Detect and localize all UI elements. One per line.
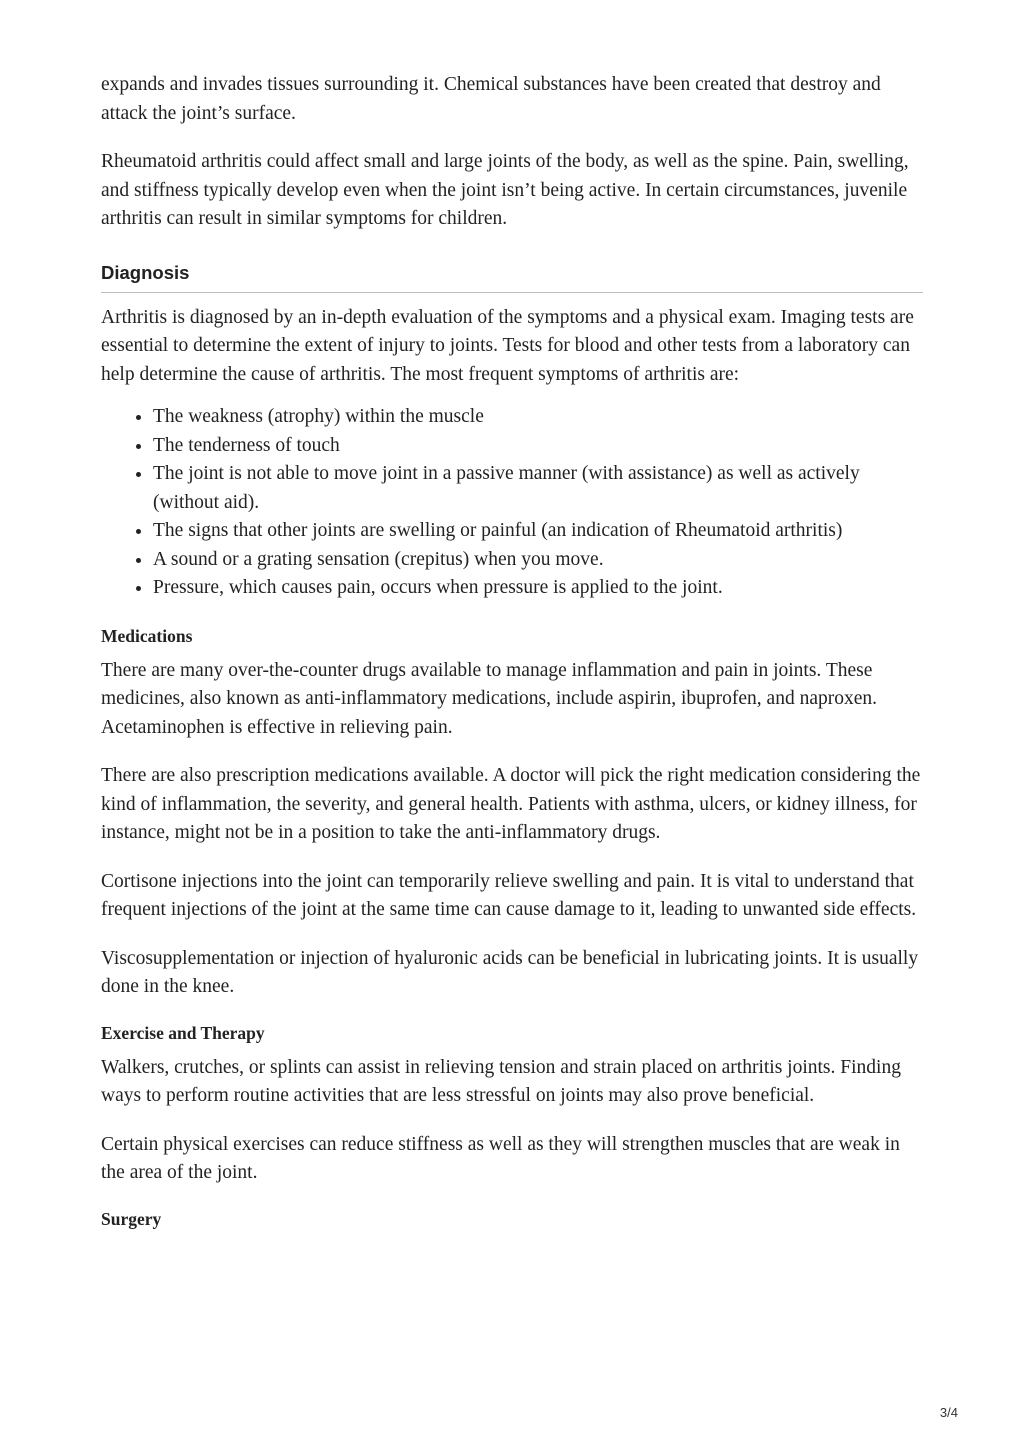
exercise-paragraph-2: Certain physical exercises can reduce stiffness as well as they will strengthen muscles that are weak in the area of the joint. (101, 1133, 900, 1183)
medications-paragraph-2: There are also prescription medications available. A doctor will pick the right medication considering the kind of inflammation, the severity, and general health. Patients with asthma, ulcers, or kidney illness, for instance, might not be in a position to take the anti-inflammatory drugs. (101, 765, 921, 843)
list-item: • The signs that other joints are swelling or painful (an indication of Rheumatoid arthritis) (153, 517, 923, 546)
symptoms-list (101, 403, 923, 603)
intro-paragraph-2: Rheumatoid arthritis could affect small and large joints of the body, as well as the spine. Pain, swelling, and stiffness typically develop even when the joint isn’t being active. In certain circumstances, juvenile arthritis can result in similar symptoms for children. (101, 151, 909, 229)
medications-heading: Medications (101, 625, 193, 646)
page-number: 3/4 (939, 1405, 958, 1420)
exercise-heading: Exercise and Therapy (101, 1022, 265, 1043)
exercise-paragraph-1: Walkers, crutches, or splints can assist in relieving tension and strain placed on arthritis joints. Finding ways to perform routine activities that are less stressful on joints may also prove beneficial. (101, 1056, 901, 1106)
list-item: • Pressure, which causes pain, occurs when pressure is applied to the joint. (153, 574, 923, 603)
diagnosis-heading: Diagnosis (101, 262, 923, 293)
medications-paragraph-4: Viscosupplementation or injection of hyaluronic acids can be beneficial in lubricating joints. It is usually done in the knee. (101, 947, 919, 997)
medications-paragraph-1: There are many over-the-counter drugs available to manage inflammation and pain in joints. These medicines, also known as anti-inflammatory medications, include aspirin, ibuprofen, and naproxen. Acetaminophen is effective in relieving pain. (101, 659, 878, 738)
list-item: • The joint is not able to move joint in a passive manner (with assistance) as well as actively (without aid). (153, 460, 923, 517)
document-page (101, 71, 923, 1240)
list-item: • A sound or a grating sensation (crepitus) when you move. (153, 546, 923, 575)
surgery-heading: Surgery (101, 1208, 162, 1229)
list-item: • The weakness (atrophy) within the muscle (153, 403, 923, 432)
medications-paragraph-3: Cortisone injections into the joint can temporarily relieve swelling and pain. It is vital to understand that frequent injections of the joint at the same time can cause damage to it, leading to unwanted side effects. (101, 870, 917, 920)
diagnosis-paragraph: Arthritis is diagnosed by an in-depth evaluation of the symptoms and a physical exam. Imaging tests are essential to determine the extent of injury to joints. Tests for blood and other tests from a laboratory can help determine the cause of arthritis. The most frequent symptoms of arthritis are: (101, 306, 914, 385)
list-item: • The tenderness of touch (153, 432, 923, 461)
intro-paragraph-1: expands and invades tissues surrounding it. Chemical substances have been created that destroy and attack the joint’s surface. (101, 74, 881, 124)
